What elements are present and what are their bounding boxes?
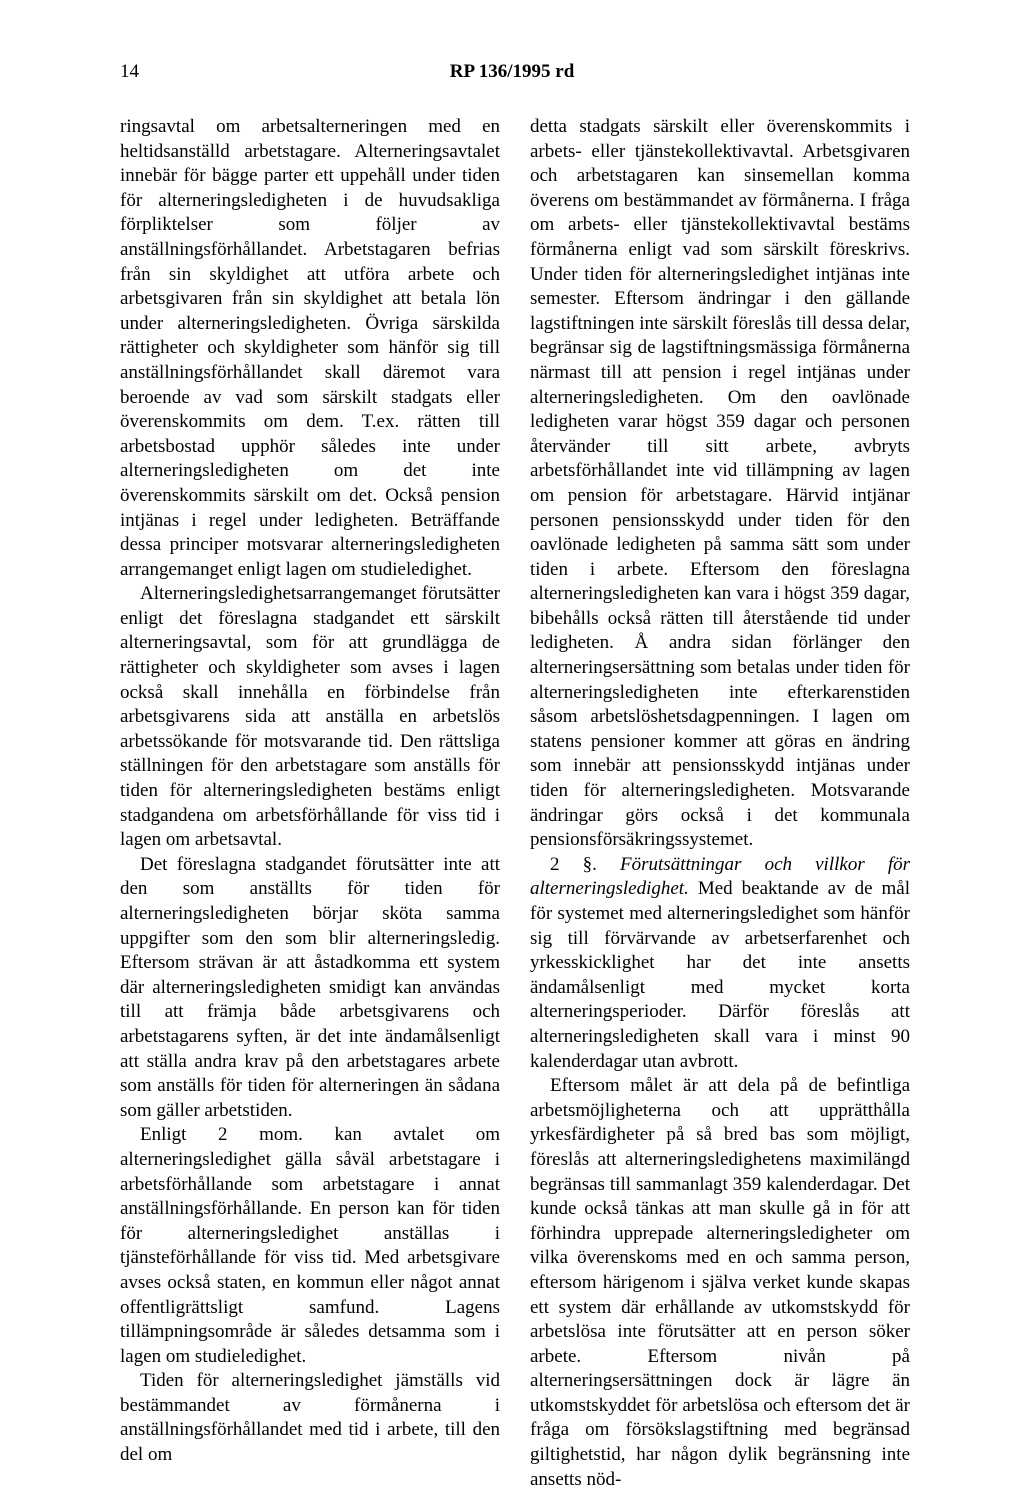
paragraph: Tiden för alterneringsledighet jämställs vid bestämmandet av förmånerna i anställningsförhållandet med tid i arbete, till den del om [120,1370,500,1466]
paragraph: Eftersom målet är att dela på de befintliga arbetsmöjligheterna och att upprätthålla yrkesfärdigheter på så bred bas som möjligt, föreslås att alterneringsledighetens maximilängd begränsas till sammanlagt 359 kalenderdagar. Det kunde också tänkas att man skulle gå in för att förhindra upprepade alterneringsledigheter om vilka överenskoms med en och samma person, eftersom härigenom i själva verket kunde skapas ett system där erhållande av utkomstskydd för arbetslösa inte förutsätter att en person söker arbete. Eftersom nivån på alterneringsersättningen dock är lägre än utkomstskyddet för arbetslösa och eftersom det är fråga om försökslagstiftning med begränsad giltighetstid, har någon dylik begränsning inte ansetts nöd- [530,1075,910,1490]
section-paragraph [530,853,910,1074]
paragraph: Alterneringsledighetsarrangemanget förutsätter enligt det föreslagna stadgandet ett särskilt alterneringsavtal, som för att grundlägga de rättigheter och skyldigheter som avses i lagen också skall innehålla en förbindelse från arbetsgivarens sida att anställa en arbetslös arbetssökande för motsvarande tid. Den rättsliga ställningen för den arbetstagare som anställs för tiden för alterneringsledigheten bestäms enligt stadgandena om arbetsförhållande för viss tid i lagen om arbetsavtal. [120,583,500,851]
paragraph: detta stadgats särskilt eller överenskommits i arbets- eller tjänstekollektivavtal. Arbetsgivaren och arbetstagaren kan sinsemellan komma överens om bestämmandet av förmånerna. I fråga om arbets- eller tjänstekollektivavtal bestäms förmånerna enligt vad som särskilt föreskrivs. Under tiden för alterneringsledighet intjänas inte semester. Eftersom ändringar i den gällande lagstiftningen inte särskilt föreslås till dessa delar, begränsar sig de lagstiftningsmässiga förmånerna närmast till att pension i regel intjänas under alterneringsledigheten. Om den oavlönade ledigheten varar högst 359 dagar och personen återvänder till sitt arbete, avbryts arbetsförhållandet inte vid tillämpning av lagen om pension för arbetstagare. Härvid intjänar personen pensionsskydd under tiden för den oavlönade ledigheten på samma sätt som under tiden i arbete. Eftersom den föreslagna alterneringsledigheten kan vara i högst 359 dagar, bibehålls också rätten till återstående tid under ledigheten. Å andra sidan förlänger den alterneringsersättning som betalas under tiden för alterneringsledigheten inte efterkarenstiden såsom arbetslöshetsdagpenningen. I lagen om statens pensioner kommer att göras en ändring som innebär att pensionsskydd intjänas under tiden för alterneringsledigheten. Motsvarande ändringar görs också i det kommunala pensionsförsäkringssystemet. [530,116,910,851]
paragraph: Enligt 2 mom. kan avtalet om alterneringsledighet gälla såväl arbetstagare i arbetsförhållande som arbetstagare i annat anställningsförhållande. En person kan för tiden för alterneringsledighet anställas i tjänsteförhållande för viss tid. Med arbetsgivare avses också staten, en kommun eller något annat offentligrättsligt samfund. Lagens tillämpningsområde är således detsamma som i lagen om studieledighet. [120,1124,500,1367]
section-body: Med beaktande av de mål för systemet med alterneringsledighet som hänför sig till förvärvande av arbetserfarenhet och yrkesskicklighet har det inte ansetts ändamålsenligt med mycket korta alterneringsperioder. Därför föreslås att alterneringsledigheten skall vara i minst 90 kalenderdagar utan avbrott. [530,878,911,1072]
section-number: 2 §. [550,853,597,875]
left-column [120,115,500,1468]
page-number: 14 [120,61,139,82]
right-column [530,115,910,1492]
document-reference: RP 136/1995 rd [449,61,575,82]
section-title: Förutsättningar och villkor för alterneringsledighet. [530,853,911,900]
paragraph: Det föreslagna stadgandet förutsätter inte att den som anställts för tiden för alterneringsledigheten börjar sköta samma uppgifter som den som blir alterneringsledig. Eftersom strävan är att åstadkomma ett system där alterneringsledigheten smidigt kan användas till att främja både arbetsgivarens och arbetstagarens syften, är det inte ändamålsenligt att ställa andra krav på den arbetstagares arbete som anställs för tiden för alterneringen än sådana som gäller arbetstiden. [120,853,500,1121]
paragraph: ringsavtal om arbetsalterneringen med en heltidsanställd arbetstagare. Alterneringsavtalet innebär för bägge parter ett uppehåll under tiden för alterneringsledigheten i de huvudsakliga förpliktelser som följer av anställningsförhållandet. Arbetstagaren befrias från sin skyldighet att utföra arbete och arbetsgivaren från sin skyldighet att betala lön under alterneringsledigheten. Övriga särskilda rättigheter och skyldigheter som hänför sig till anställningsförhållandet skall däremot vara beroende av vad som särskilt stadgats eller överenskommits om dem. T.ex. rätten till arbetsbostad upphör således inte under alterneringsledigheten om det inte överenskommits särskilt om det. Också pension intjänas i regel under ledigheten. Beträffande dessa principer motsvarar alterneringsledigheten arrangemanget enligt lagen om studieledighet. [120,116,500,580]
